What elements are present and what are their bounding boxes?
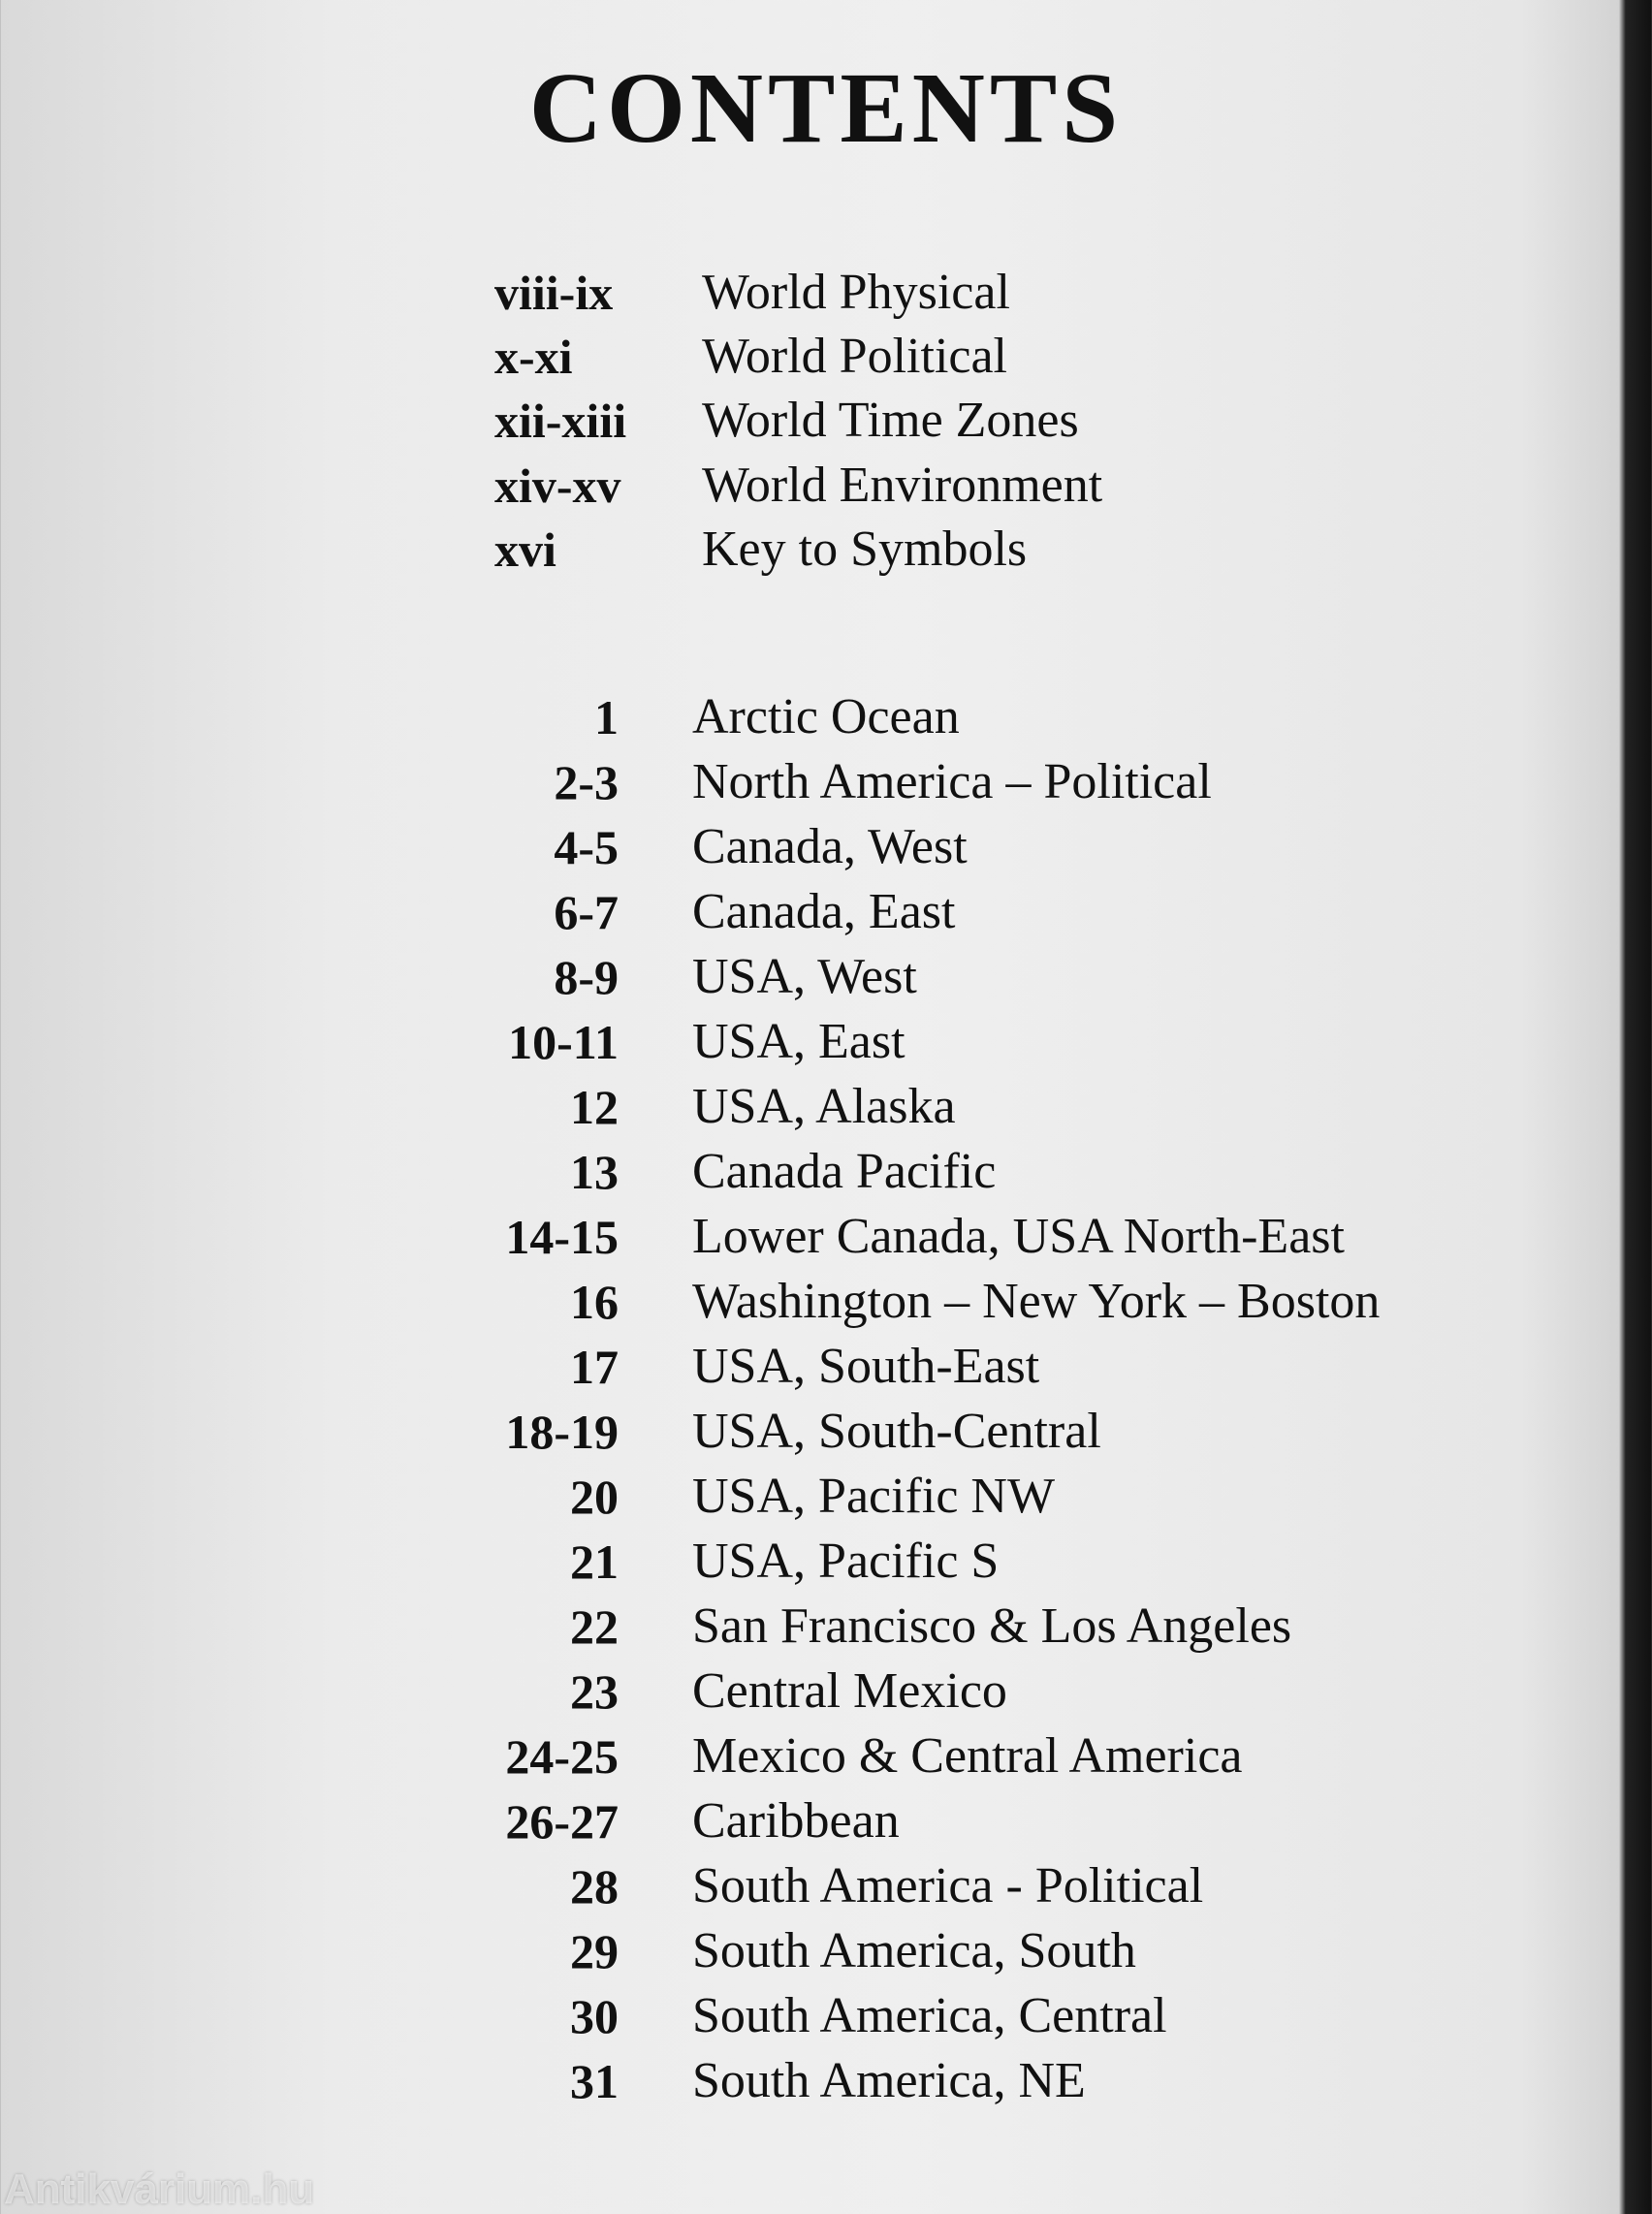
list-item xyxy=(0,1983,1621,2049)
page-range: 4-5 xyxy=(554,820,619,874)
list-item xyxy=(0,1918,1621,1984)
list-item xyxy=(0,1594,1621,1660)
page-range: viii-ix xyxy=(494,266,614,320)
entry-title: Lower Canada, USA North-East xyxy=(692,1209,1345,1264)
entry-title: Canada, East xyxy=(692,884,956,939)
list-item xyxy=(0,749,1621,815)
entry-title: Canada Pacific xyxy=(692,1144,997,1199)
page-range: 16 xyxy=(570,1275,619,1329)
entry-title: South America, South xyxy=(692,1923,1136,1978)
entry-title: USA, East xyxy=(692,1014,905,1069)
list-item xyxy=(0,1788,1621,1854)
watermark: Antikvárium.hu xyxy=(4,2166,315,2213)
page-range: 22 xyxy=(570,1599,619,1654)
list-item xyxy=(0,1074,1621,1140)
entry-title: USA, Pacific S xyxy=(692,1534,1000,1589)
entry-title: USA, Pacific NW xyxy=(692,1469,1056,1524)
entry-title: North America – Political xyxy=(692,754,1212,809)
entry-title: San Francisco & Los Angeles xyxy=(692,1598,1292,1654)
list-item xyxy=(0,1853,1621,1919)
page-range: 8-9 xyxy=(554,950,619,1004)
page-range: 14-15 xyxy=(505,1210,619,1264)
entry-title: Arctic Ocean xyxy=(692,689,960,744)
page-range: 12 xyxy=(570,1080,619,1134)
list-item xyxy=(0,1659,1621,1724)
list-item xyxy=(0,1009,1621,1075)
list-item xyxy=(0,1139,1621,1205)
page-range: 17 xyxy=(570,1340,619,1394)
page-range: 28 xyxy=(570,1859,619,1914)
list-item xyxy=(0,1464,1621,1530)
page-title: CONTENTS xyxy=(528,52,1124,164)
list-item xyxy=(0,324,1621,390)
entry-title: South America, NE xyxy=(692,2053,1086,2108)
page-range: xvi xyxy=(494,522,556,577)
page-range: 1 xyxy=(594,690,619,744)
list-item xyxy=(0,2048,1621,2114)
entry-title: Mexico & Central America xyxy=(692,1728,1243,1784)
entry-title: Caribbean xyxy=(692,1793,900,1849)
list-item xyxy=(0,879,1621,945)
list-item xyxy=(0,1529,1621,1595)
page-range: xii-xiii xyxy=(494,394,627,448)
entry-title: USA, South-East xyxy=(692,1339,1040,1394)
list-item xyxy=(0,260,1621,326)
page-range: 13 xyxy=(570,1145,619,1199)
page-range: 18-19 xyxy=(505,1405,619,1459)
page-range: 23 xyxy=(570,1664,619,1719)
page-range: 10-11 xyxy=(508,1015,619,1069)
list-item xyxy=(0,517,1621,583)
page-range: 31 xyxy=(570,2054,619,2108)
list-item xyxy=(0,1724,1621,1789)
list-item xyxy=(0,1334,1621,1400)
page-range: 26-27 xyxy=(505,1794,619,1849)
entry-title: South America - Political xyxy=(692,1858,1204,1914)
page-range: 29 xyxy=(570,1924,619,1978)
list-item xyxy=(0,944,1621,1010)
list-item xyxy=(0,1204,1621,1270)
page-range: 6-7 xyxy=(554,885,619,939)
entry-title: World Environment xyxy=(702,458,1103,513)
page-range: xiv-xv xyxy=(494,459,621,513)
list-item xyxy=(0,814,1621,880)
list-item xyxy=(0,1399,1621,1465)
page-range: 2-3 xyxy=(554,755,619,809)
page-range: 30 xyxy=(570,1989,619,2043)
list-item xyxy=(0,1269,1621,1335)
entry-title: South America, Central xyxy=(692,1988,1167,2043)
entry-title: USA, South-Central xyxy=(692,1404,1101,1459)
entry-title: World Time Zones xyxy=(702,393,1079,448)
page-range: x-xi xyxy=(494,330,573,384)
page-range: 21 xyxy=(570,1534,619,1589)
list-item xyxy=(0,388,1621,454)
page-range: 20 xyxy=(570,1470,619,1524)
page-range: 24-25 xyxy=(505,1729,619,1784)
entry-title: Key to Symbols xyxy=(702,522,1028,577)
entry-title: Central Mexico xyxy=(692,1663,1007,1719)
entry-title: Washington – New York – Boston xyxy=(692,1274,1381,1329)
list-item xyxy=(0,684,1621,750)
entry-title: World Physical xyxy=(702,265,1010,320)
entry-title: World Political xyxy=(702,329,1007,384)
entry-title: USA, West xyxy=(692,949,917,1004)
entry-title: USA, Alaska xyxy=(692,1079,956,1134)
list-item xyxy=(0,453,1621,519)
entry-title: Canada, West xyxy=(692,819,968,874)
